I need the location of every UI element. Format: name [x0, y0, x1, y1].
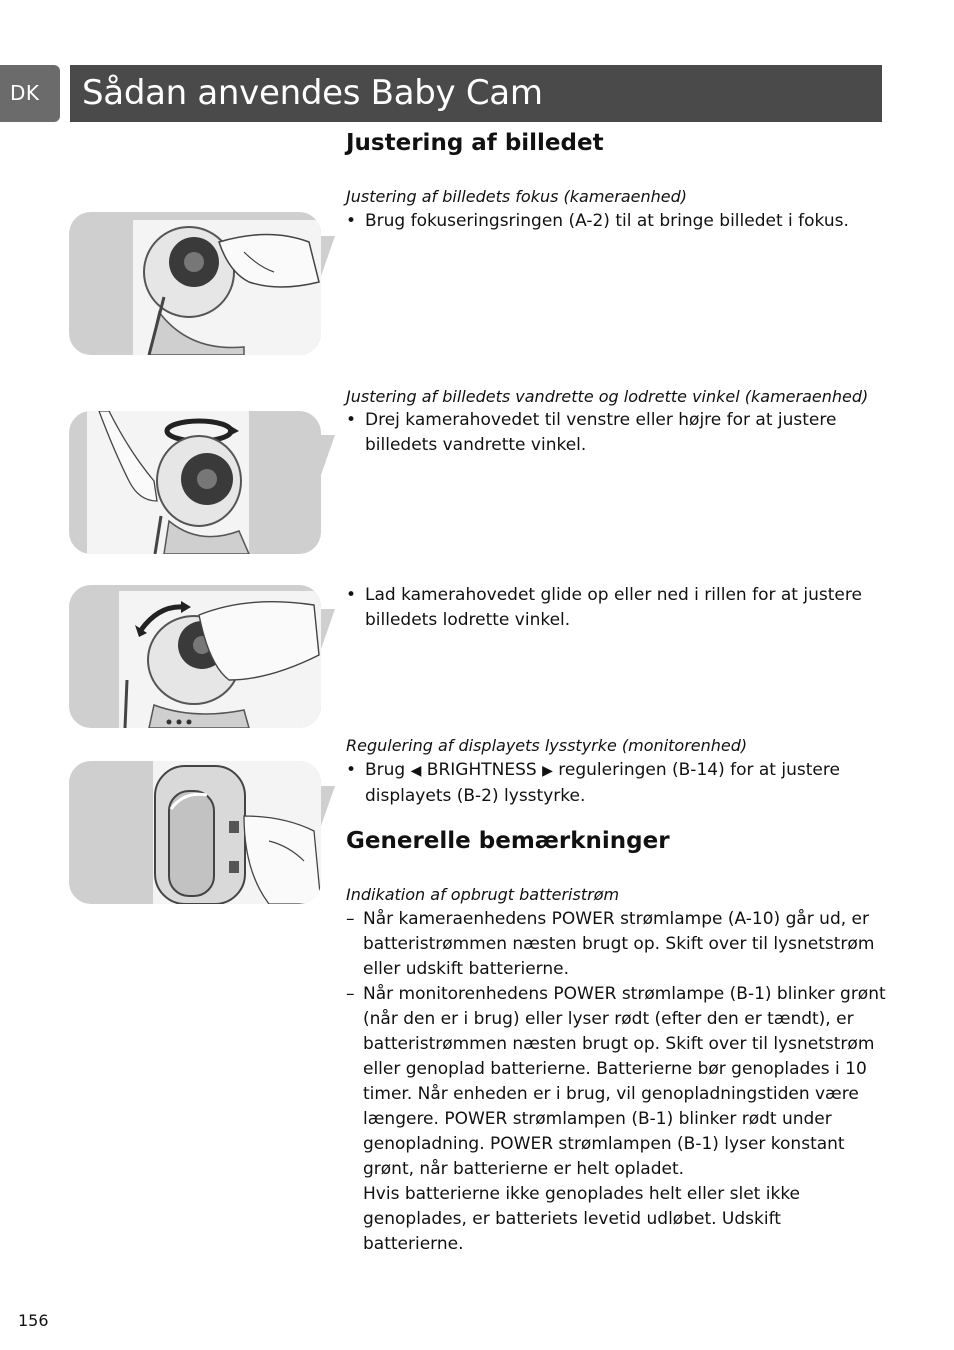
illustration-monitor-brightness: [69, 761, 321, 904]
bullet-vertical-angle: • Lad kamerahovedet glide op eller ned i rillen for at justere billedets lodrette vinkel.: [346, 585, 862, 630]
illustration-focus-ring: [69, 212, 321, 355]
bullet-brightness: • Brug ◀ BRIGHTNESS ▶ reguleringen (B-14) for at justere displayets (B-2) lysstyrke.: [346, 760, 840, 806]
illustration-vertical-tilt: [69, 585, 321, 728]
section-heading-general-notes: Generelle bemærkninger: [346, 828, 670, 854]
language-tab: [0, 65, 60, 122]
subheading-focus: Justering af billedets fokus (kameraenhed): [346, 187, 688, 206]
arrow-right-icon: ▶: [542, 763, 553, 779]
page-notch-3: [321, 609, 335, 649]
section-heading-image-adjust: Justering af billedet: [346, 130, 604, 156]
subheading-battery: Indikation af opbrugt batteristrøm: [346, 885, 620, 904]
subheading-angle: Justering af billedets vandrette og lodrette vinkel (kameraenhed): [346, 387, 869, 406]
page-number: 156: [18, 1311, 49, 1330]
page-notch-4: [321, 786, 335, 826]
arrow-left-icon: ◀: [410, 763, 422, 779]
dash-item-monitor-power: – Når monitorenhedens POWER strømlampe (B-1) blinker grønt (når den er i brug) eller lyser rødt (efter den er tændt), er batteristrømmen næsten brugt op. Skift over til lysnetstrøm eller genoplad batterierne. Batterierne bør genoplades i 10 timer. Når enheden er i brug, vil genopladningstiden være længere. POWER strømlampen (B-1) blinker rødt under genopladning. POWER strømlampen (B-1) lyser konstant grønt, når batterierne er helt opladet. Hvis batterierne ikke genoplades helt eller slet ikke genoplades, er batteriets levetid udløbet. Udskift batterierne.: [346, 984, 886, 1254]
bullet-focus: • Brug fokuseringsringen (A-2) til at bringe billedet i fokus.: [346, 211, 849, 231]
title-bar: [70, 65, 882, 122]
language-label: DK: [10, 81, 40, 105]
page-title: Sådan anvendes Baby Cam: [82, 73, 543, 113]
dash-item-camera-power: – Når kameraenhedens POWER strømlampe (A-10) går ud, er batteristrømmen næsten brugt op. Skift over til lysnetstrøm eller udskift batterierne.: [346, 909, 875, 979]
bullet-horizontal-angle: • Drej kamerahovedet til venstre eller højre for at justere billedets vandrette vinkel.: [346, 410, 837, 455]
illustration-horizontal-rotation: [69, 411, 321, 554]
page-notch-2: [321, 435, 335, 475]
page-notch-1: [321, 236, 335, 276]
subheading-brightness: Regulering af displayets lysstyrke (monitorenhed): [346, 736, 748, 755]
